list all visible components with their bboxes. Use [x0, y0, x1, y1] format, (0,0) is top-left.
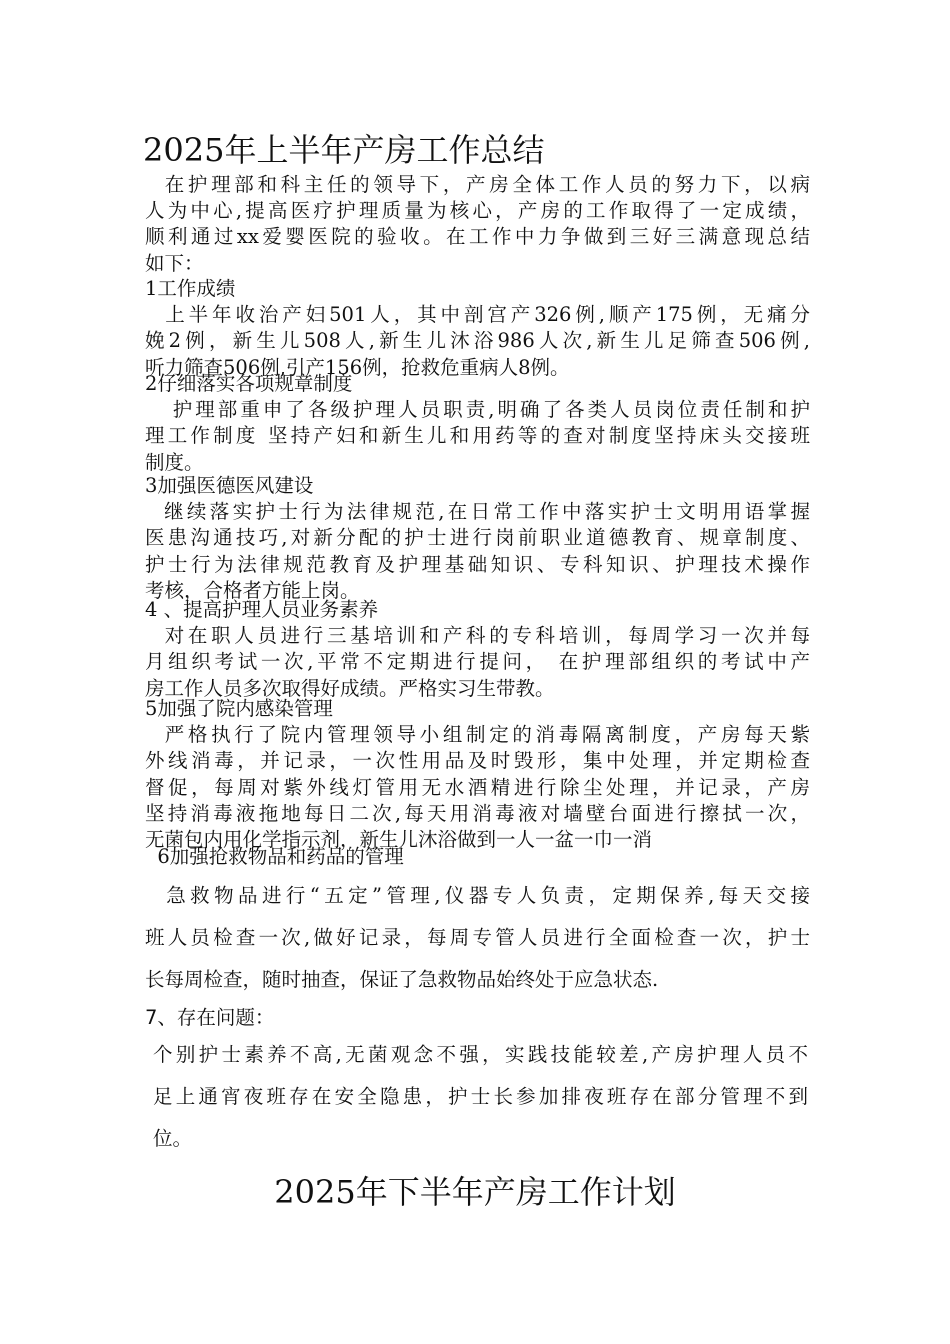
- section-line: 位。: [153, 1127, 193, 1150]
- section-heading: 6加强抢救物品和药品的管理: [145, 845, 404, 868]
- section-line: 班人员检查一次,做好记录，每周专管人员进行全面检查一次，护士: [145, 926, 810, 949]
- section-heading: 4 、提高护理人员业务素养: [145, 598, 379, 621]
- section-heading: 3加强医德医风建设: [145, 474, 314, 497]
- section-line: 房工作人员多次取得好成绩。严格实习生带教。: [145, 676, 555, 700]
- section-line: 娩2例，新生儿508人,新生儿沐浴986人次,新生儿足筛查506例,: [145, 329, 810, 353]
- section-line: 继续落实护士行为法律规范,在日常工作中落实护士文明用语掌握: [145, 500, 810, 524]
- section-6: [145, 875, 810, 1001]
- section-7: [153, 1034, 808, 1160]
- intro-line: 在护理部和科主任的领导下，产房全体工作人员的努力下，以病: [145, 173, 810, 196]
- section-heading: 2仔细落实各项规章制度: [145, 372, 353, 395]
- intro-paragraph: [145, 172, 810, 277]
- section-7-heading-block: [145, 1005, 810, 1031]
- section-heading: 5加强了院内感染管理: [145, 697, 333, 720]
- section-line: 急救物品进行“五定”管理,仪器专人负责，定期保养,每天交接: [145, 884, 810, 907]
- section-line: 外线消毒，并记录，一次性用品及时毁形，集中处理，并定期检查: [145, 749, 810, 773]
- section-line: 足上通宵夜班存在安全隐患，护士长参加排夜班存在部分管理不到: [153, 1085, 808, 1108]
- intro-line: 顺利通过xx爱婴医院的验收。在工作中力争做到三好三满意现总结: [145, 225, 810, 249]
- section-3: [145, 473, 810, 604]
- second-title: 2025年下半年产房工作计划: [274, 1173, 676, 1211]
- section-line: 严格执行了院内管理领导小组制定的消毒隔离制度，产房每天紫: [145, 723, 810, 747]
- document-title: 2025年上半年产房工作总结: [143, 131, 545, 169]
- section-heading: 1工作成绩: [145, 277, 236, 300]
- section-4: [145, 597, 810, 702]
- section-line: 长每周检查，随时抽查，保证了急救物品始终处于应急状态.: [145, 968, 659, 991]
- section-line: 听力筛查506例,引产156例，抢救危重病人8例。: [145, 355, 570, 379]
- section-line: 考核，合格者方能上岗。: [145, 578, 360, 602]
- section-1: [145, 276, 810, 381]
- section-line: 月组织考试一次,平常不定期进行提问， 在护理部组织的考试中产: [145, 650, 810, 674]
- section-6-heading-block: [145, 844, 810, 870]
- section-2: [145, 371, 810, 476]
- section-line: 护士行为法律规范教育及护理基础知识、专科知识、护理技术操作: [145, 552, 810, 576]
- intro-line: 如下：: [145, 251, 204, 275]
- section-line: 对在职人员进行三基培训和产科的专科培训，每周学习一次并每: [145, 624, 810, 648]
- section-line: 坚持消毒液拖地每日二次,每天用消毒液对墙壁台面进行擦拭一次，: [145, 801, 810, 825]
- section-line: 医患沟通技巧,对新分配的护士进行岗前职业道德教育、规章制度、: [145, 526, 810, 550]
- section-line: 制度。: [145, 450, 204, 474]
- section-line: 护理部重申了各级护理人员职责,明确了各类人员岗位责任制和护: [145, 398, 810, 422]
- section-5: [145, 696, 810, 853]
- section-line: 上半年收治产妇501人，其中剖宫产326例,顺产175例，无痛分: [145, 303, 810, 327]
- section-line: 个别护士素养不高,无菌观念不强，实践技能较差,产房护理人员不: [153, 1043, 808, 1066]
- section-line: 无菌包内用化学指示剂，新生儿沐浴做到一人一盆一巾一消: [145, 828, 653, 852]
- section-heading: 7、存在问题：: [145, 1006, 275, 1029]
- section-line: 督促，每周对紫外线灯管用无水酒精进行除尘处理，并记录，产房: [145, 775, 810, 799]
- intro-line: 人为中心,提高医疗护理质量为核心，产房的工作取得了一定成绩，: [145, 199, 810, 223]
- section-line: 理工作制度 坚持产妇和新生儿和用药等的查对制度坚持床头交接班: [145, 424, 810, 448]
